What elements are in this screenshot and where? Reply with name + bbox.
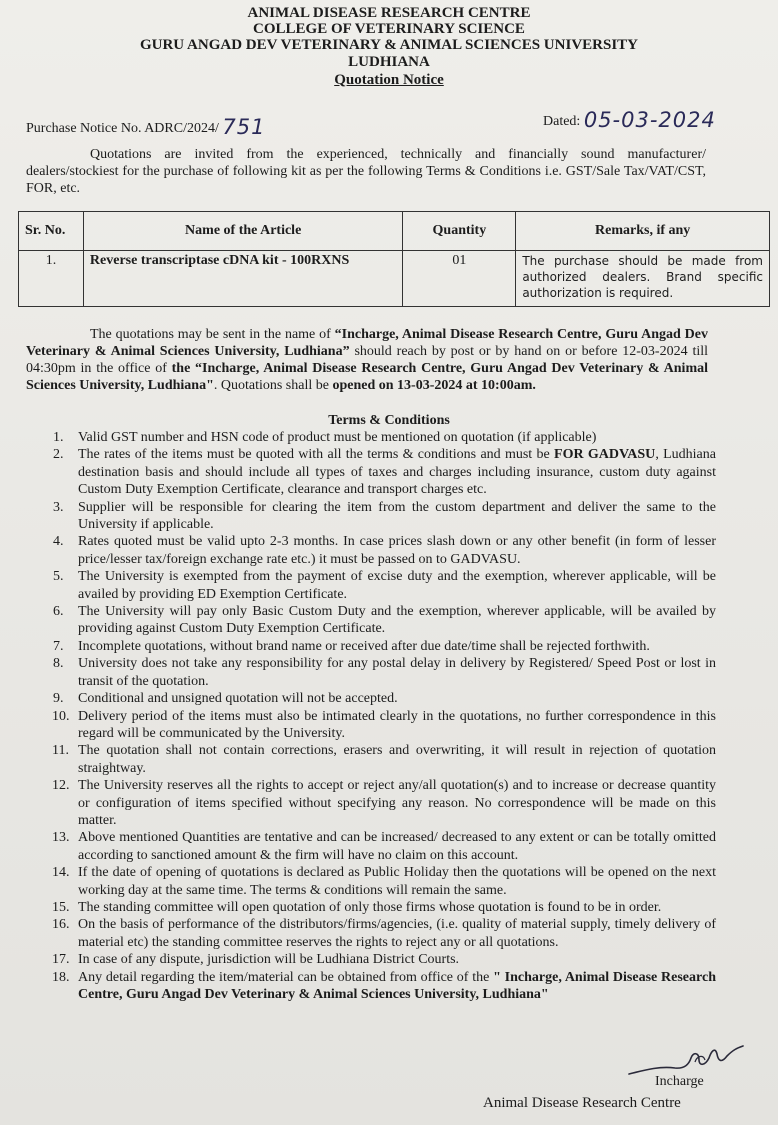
list-item xyxy=(26,655,716,690)
term-number: 15. xyxy=(52,899,70,915)
submission-addressee: “Incharge, Animal Disease Research Centre, Guru Angad Dev Veterinary & Animal Sciences University, Ludhiana” xyxy=(26,327,708,359)
submission-text-2: should reach by post or by hand on or before 12-03-2024 till 04:30pm in the office of xyxy=(26,344,709,376)
term-number: 9. xyxy=(53,691,64,707)
list-item xyxy=(26,899,716,916)
cell-sr-no: 1. xyxy=(19,251,84,307)
header-quantity: Quantity xyxy=(403,212,516,251)
list-item xyxy=(26,864,716,899)
term-number: 4. xyxy=(53,534,64,550)
header-city: LUDHIANA xyxy=(348,54,430,70)
term-number: 12. xyxy=(52,778,70,794)
intro-paragraph: Quotations are invited from the experienced, technically and financially sound manufacturer/ dealers/stockiest for the purchase of following kit as per the following Terms & Conditions i.e. GST/Sale Tax/VAT/CST, FOR, etc. xyxy=(26,147,706,196)
term-text: Rates quoted must be valid upto 2-3 months. In case prices slash down or any other benefit (in form of lesser price/lesser tax/foreign exchange rate etc.) it must be passed on to GADVASU. xyxy=(78,534,716,567)
term-text: University does not take any responsibility for any postal delay in delivery by Registered/ Speed Post or lost in transit of the quotation. xyxy=(78,656,716,689)
date-label: Dated: xyxy=(543,114,581,129)
submission-paragraph xyxy=(26,326,708,394)
term-number: 13. xyxy=(52,830,70,846)
terms-list xyxy=(26,429,716,1003)
header-university-name: GURU ANGAD DEV VETERINARY & ANIMAL SCIENCES UNIVERSITY xyxy=(139,37,639,53)
list-item xyxy=(26,969,716,1004)
term-number: 2. xyxy=(53,447,64,463)
term-number: 18. xyxy=(52,969,70,985)
header-sr-no: Sr. No. xyxy=(19,212,84,251)
list-item xyxy=(26,951,716,968)
term-number: 17. xyxy=(52,952,70,968)
notice-title: Quotation Notice xyxy=(334,72,444,88)
term-number: 6. xyxy=(53,604,64,620)
list-item xyxy=(26,533,716,568)
signatory-title: Incharge xyxy=(655,1074,704,1089)
term-text: On the basis of performance of the distributors/firms/agencies, (i.e. quality of material supply, timely delivery of material etc) the standing committee reserves the rights to reject any or all quotations. xyxy=(78,917,716,950)
cell-remarks: The purchase should be made from authorized dealers. Brand specific authorization is required. xyxy=(516,251,770,307)
term-text: Conditional and unsigned quotation will not be accepted. xyxy=(78,691,398,707)
term-text: The standing committee will open quotation of only those firms whose quotation is found to be in order. xyxy=(78,899,662,915)
term-number: 1. xyxy=(53,430,64,445)
term-text: Any detail regarding the item/material can be obtained from office of the xyxy=(78,969,494,985)
list-item xyxy=(26,499,716,534)
term-number: 10. xyxy=(52,708,70,724)
term-text: Incomplete quotations, without brand name or received after due date/time shall be rejected forthwith. xyxy=(78,638,650,654)
list-item xyxy=(26,829,716,864)
term-number: 11. xyxy=(52,743,69,759)
list-item xyxy=(26,690,716,707)
term-number: 7. xyxy=(53,638,64,654)
term-text: The University is exempted from the payment of excise duty and the exemption, wherever applicable, will be availed by providing ED Exemption Certificate. xyxy=(78,569,716,602)
term-number: 14. xyxy=(52,865,70,881)
list-item xyxy=(26,568,716,603)
notice-date xyxy=(543,106,716,130)
opening-date: opened on 13-03-2024 at 10:00am. xyxy=(332,378,536,393)
purchase-notice-number xyxy=(26,113,265,137)
list-item xyxy=(26,638,716,655)
term-text: Supplier will be responsible for clearing the item from the custom department and deliver the same to the University if applicable. xyxy=(78,499,716,533)
term-bold-text: " Incharge, Animal Disease Research Centre, Guru Angad Dev Veterinary & Animal Sciences University, Ludhiana" xyxy=(78,969,716,1002)
table-row xyxy=(19,251,770,307)
term-text: The University will pay only Basic Custom Duty and the exemption, wherever applicable, will be availed by providing against Custom Duty Exemption Certificate. xyxy=(78,604,716,637)
list-item xyxy=(26,429,716,446)
list-item xyxy=(26,777,716,829)
list-item xyxy=(26,916,716,951)
term-text: In case of any dispute, jurisdiction will be Ludhiana District Courts. xyxy=(78,952,460,968)
term-text: The University reserves all the rights to accept or reject any/all quotation(s) and to increase or decrease quantity or configuration of items specified without specifying any reason. No correspondence will be made on this matter. xyxy=(78,778,716,828)
table-header-row xyxy=(19,212,770,251)
term-text: Delivery period of the items must also be intimated clearly in the quotations, no further correspondence in this regard will be communicated by the University. xyxy=(78,708,716,741)
cell-article: Reverse transcriptase cDNA kit - 100RXNS xyxy=(83,251,403,307)
purchase-notice-label: Purchase Notice No. ADRC/2024/ xyxy=(26,121,219,136)
term-text: The rates of the items must be quoted with all the terms & conditions and must be xyxy=(78,447,555,463)
term-text: , Ludhiana destination basis and should include all types of taxes and charges including insurance, custom duty against Custom Duty Exemption Certificate, clearance and transport charges etc. xyxy=(78,447,716,498)
signatory-organization: Animal Disease Research Centre xyxy=(483,1095,681,1111)
term-text: The quotation shall not contain corrections, erasers and overwriting, it will result in rejection of quotation straightway. xyxy=(78,743,716,776)
term-number: 8. xyxy=(53,656,64,672)
list-item xyxy=(26,742,716,777)
list-item xyxy=(26,603,716,638)
header-article: Name of the Article xyxy=(83,212,403,251)
list-item xyxy=(26,446,716,498)
list-item xyxy=(26,708,716,743)
header-centre-name: ANIMAL DISEASE RESEARCH CENTRE xyxy=(247,5,531,21)
handwritten-date: 05-03-2024 xyxy=(583,108,716,132)
cell-quantity: 01 xyxy=(403,251,516,307)
term-text: If the date of opening of quotations is declared as Public Holiday then the quotations will be opened on the next working day at the same time. The terms & conditions will remain the same. xyxy=(78,865,716,898)
term-text: Above mentioned Quantities are tentative and can be increased/ decreased to any extent or can be totally omitted according to sanctioned amount & the firm will have no claim on this account. xyxy=(78,830,716,863)
header-remarks: Remarks, if any xyxy=(516,212,770,251)
terms-title: Terms & Conditions xyxy=(328,413,450,428)
term-number: 16. xyxy=(52,917,70,933)
header-college-name: COLLEGE OF VETERINARY SCIENCE xyxy=(253,21,525,37)
term-number: 3. xyxy=(53,499,64,515)
term-text: Valid GST number and HSN code of product must be mentioned on quotation (if applicable) xyxy=(78,430,597,445)
submission-text-1: The quotations may be sent in the name of xyxy=(90,327,335,342)
handwritten-notice-number: 751 xyxy=(222,115,266,139)
items-table xyxy=(18,211,770,307)
term-number: 5. xyxy=(53,569,64,585)
submission-text-3: . Quotations shall be xyxy=(213,378,333,393)
submission-office: the “Incharge, Animal Disease Research Centre, Guru Angad Dev Veterinary & Animal Sciences University, Ludhiana" xyxy=(26,361,708,393)
term-bold-text: FOR GADVASU xyxy=(554,447,656,463)
